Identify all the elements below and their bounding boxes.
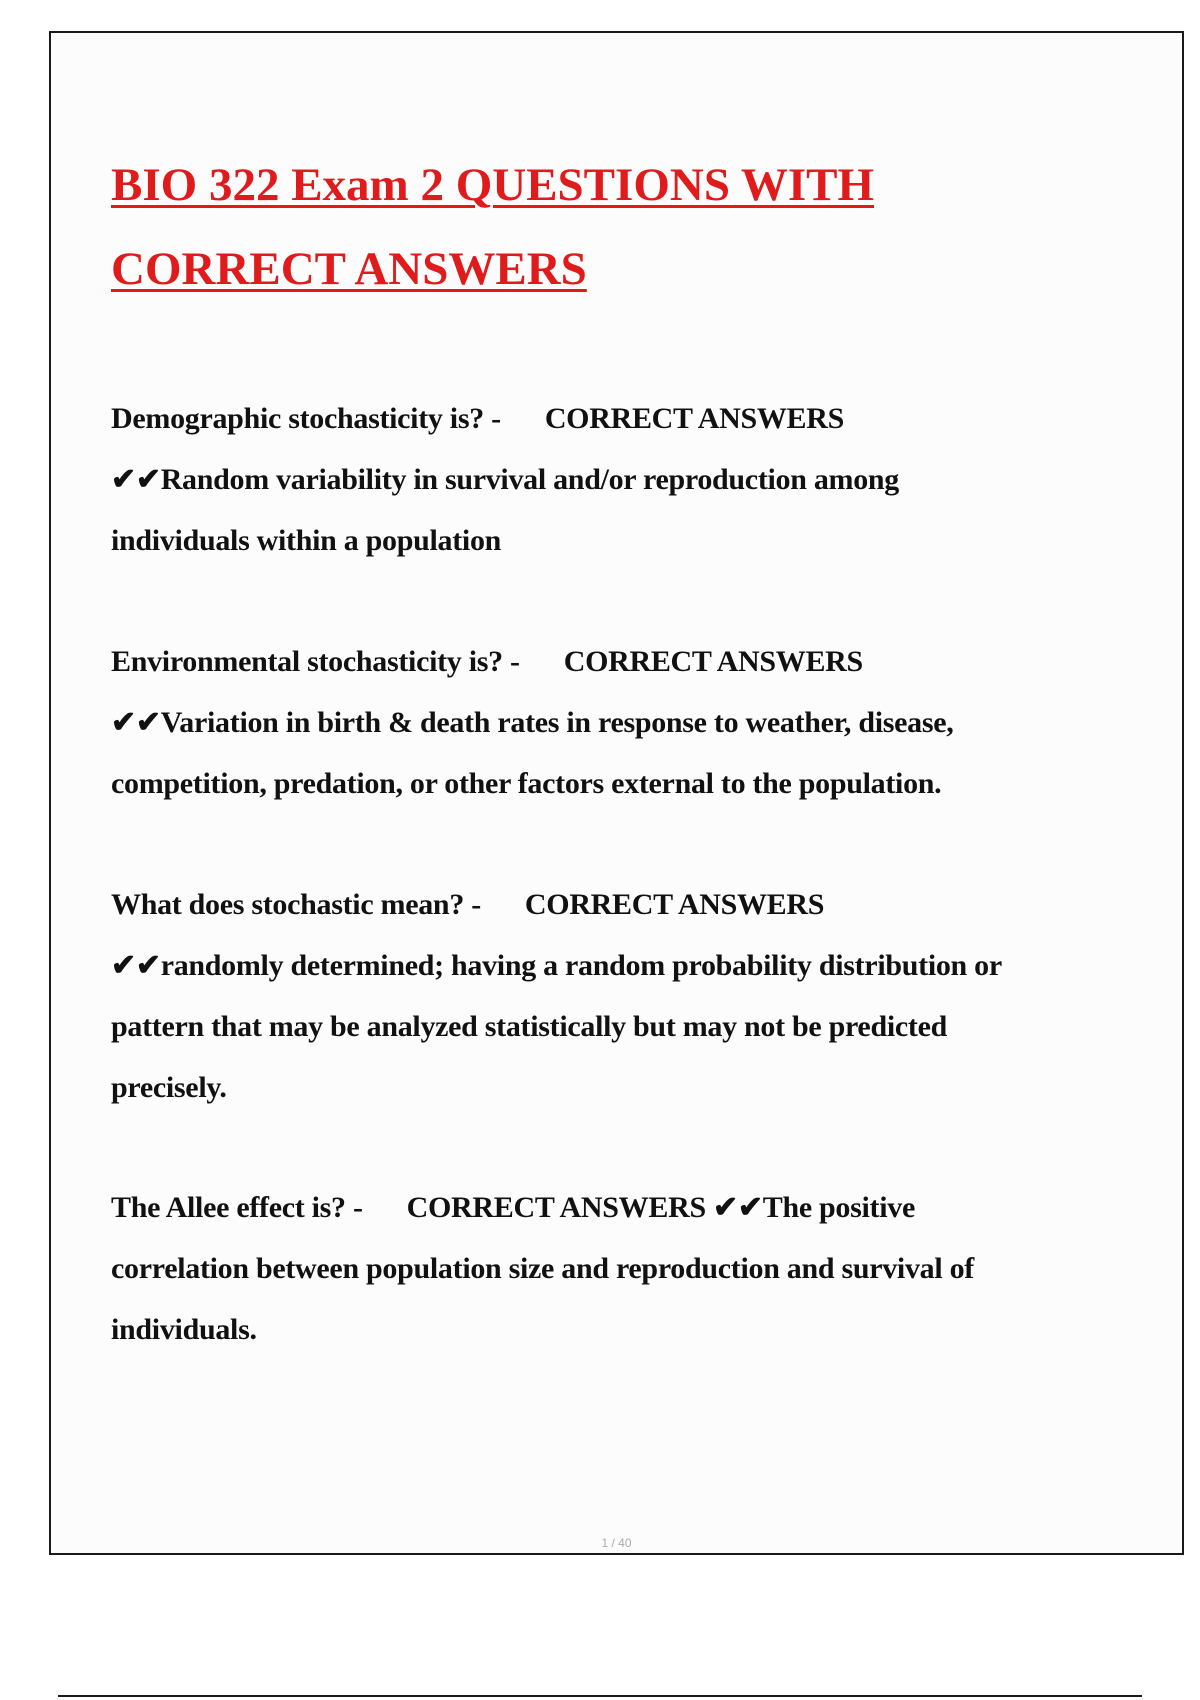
answer-text: The positive correlation between population size and reproduction and survival of individuals. [111, 1191, 974, 1346]
double-check-icon: ✔✔ [111, 463, 161, 496]
question-block [111, 631, 1071, 814]
title-line-2: CORRECT ANSWERS [111, 243, 587, 295]
document-title [111, 143, 1111, 311]
question-text: Environmental stochasticity is? - [111, 645, 520, 678]
answer-text: randomly determined; having a random probability distribution or pattern that may be analyzed statistically but may not be predicted precisely. [111, 949, 1002, 1104]
document-page [49, 31, 1184, 1555]
question-text: The Allee effect is? - [111, 1191, 363, 1224]
answer-label: CORRECT ANSWERS [524, 888, 825, 921]
page-divider [58, 1695, 1142, 1697]
question-text: Demographic stochasticity is? - [111, 402, 501, 435]
question-block [111, 388, 1011, 571]
answer-text: Random variability in survival and/or reproduction among individuals within a population [111, 463, 900, 557]
double-check-icon: ✔✔ [713, 1191, 763, 1224]
question-block [111, 1177, 1046, 1360]
question-text: What does stochastic mean? - [111, 888, 481, 921]
answer-text: Variation in birth & death rates in response to weather, disease, competition, predation, or other factors external to the population. [111, 706, 954, 800]
double-check-icon: ✔✔ [111, 949, 161, 982]
page-number: 1 / 40 [601, 1536, 632, 1550]
question-block [111, 874, 1041, 1118]
answer-label: CORRECT ANSWERS [544, 402, 845, 435]
title-line-1: BIO 322 Exam 2 QUESTIONS WITH [111, 159, 875, 211]
double-check-icon: ✔✔ [111, 706, 161, 739]
answer-label: CORRECT ANSWERS [406, 1191, 706, 1224]
answer-label: CORRECT ANSWERS [563, 645, 863, 678]
